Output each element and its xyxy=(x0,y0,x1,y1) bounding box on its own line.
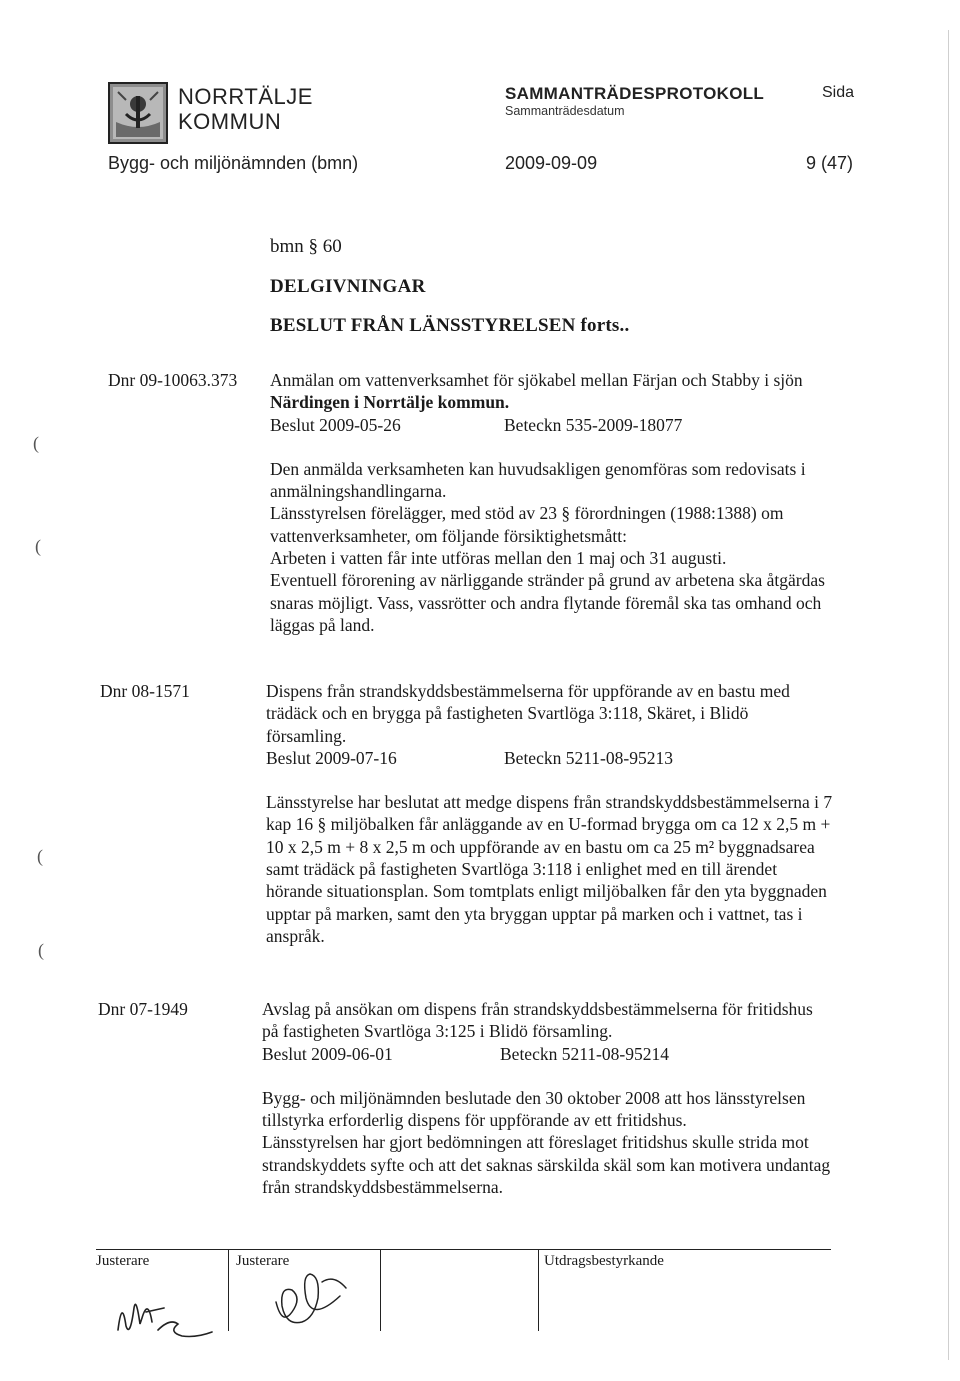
meeting-date-label: Sammanträdesdatum xyxy=(505,104,625,118)
case-heading-line: Anmälan om vattenverksamhet för sjökabel mellan Färjan och Stabby i sjön xyxy=(270,370,803,390)
justerare-label-2: Justerare xyxy=(236,1253,290,1269)
justerare-label-1: Justerare xyxy=(96,1253,150,1269)
body-line: Den anmälda verksamheten kan huvudsakligen genomföras som redovisats i xyxy=(270,458,806,479)
decision-reference-line xyxy=(270,414,910,436)
body-line: snaras möjligt. Vass, vassrötter och andra flytande föremål ska tas omhand och xyxy=(270,592,822,613)
case-item-2 xyxy=(266,680,906,947)
body-line: upptar på marken, samt den yta bryggan upptar på marken och i vattnet, tas i xyxy=(266,903,803,924)
body-line: läggas på land. xyxy=(270,614,375,635)
case-number: Dnr 07-1949 xyxy=(98,999,188,1019)
body-line: från strandskyddsbestämmelserna. xyxy=(262,1177,504,1198)
body-line: Länsstyrelse har beslutat att medge dispens från strandskyddsbestämmelserna i 7 xyxy=(266,792,833,813)
case-item-3 xyxy=(262,998,907,1198)
meeting-date: 2009-09-09 xyxy=(505,153,598,173)
reference-number: Beteckn 5211-08-95214 xyxy=(500,1043,669,1064)
body-line: anspråk. xyxy=(266,925,325,946)
case-heading-line: trädäck och en brygga på fastigheten Svartlöga 3:118, Skäret, i Blidö xyxy=(266,703,749,724)
body-line: 10 x 2,5 m + 8 x 2,5 m och uppförande av en bastu om ca 25 m² byggnadsarea xyxy=(266,836,815,857)
decision-date: Beslut 2009-07-16 xyxy=(266,747,397,768)
reference-number: Beteckn 5211-08-95213 xyxy=(504,747,673,768)
body-line: samt trädäck på fastigheten Svartlöga 3:118 i enlighet med en till ärendet xyxy=(266,859,778,880)
body-line: Länsstyrelsen har gjort bedömningen att föreslaget fritidshus skulle strida mot xyxy=(262,1132,809,1153)
body-line: Eventuell förorening av närliggande stränder på grund av arbetena ska åtgärdas xyxy=(270,570,825,591)
body-line: tillstyrka erforderlig dispens för uppförande av ett fritidshus. xyxy=(262,1110,687,1131)
scan-mark: ( xyxy=(35,536,41,556)
case-heading-line: Närdingen i Norrtälje kommun. xyxy=(270,392,510,413)
case-number: Dnr 09-10063.373 xyxy=(108,370,238,390)
body-line: Arbeten i vatten får inte utföras mellan den 1 maj och 31 augusti. xyxy=(270,548,727,569)
footer-divider xyxy=(96,1249,831,1250)
scan-edge-line xyxy=(948,30,949,1360)
signature-1 xyxy=(112,1278,222,1353)
case-heading-line: på fastigheten Svartlöga 3:125 i Blidö församling. xyxy=(262,1021,613,1042)
body-line: strandskyddets syfte och att det saknas särskilda skäl som kan motivera undantag xyxy=(262,1154,831,1175)
municipality-name-line1: NORRTÄLJE xyxy=(178,84,313,109)
committee-name: Bygg- och miljönämnden (bmn) xyxy=(108,153,359,173)
signature-2 xyxy=(262,1262,362,1347)
section-title: DELGIVNINGAR xyxy=(270,276,426,297)
municipality-name-line2: KOMMUN xyxy=(178,109,282,134)
scan-mark: ( xyxy=(37,846,43,866)
footer-column-divider xyxy=(380,1249,381,1331)
paragraph-number: bmn § 60 xyxy=(270,236,342,257)
protocol-title: SAMMANTRÄDESPROTOKOLL xyxy=(505,84,765,103)
page-label: Sida xyxy=(822,84,855,101)
body-line: anmälningshandlingarna. xyxy=(270,481,447,502)
case-number: Dnr 08-1571 xyxy=(100,681,190,701)
body-line: Bygg- och miljönämnden beslutade den 30 oktober 2008 att hos länsstyrelsen xyxy=(262,1087,806,1108)
body-line: kap 16 § miljöbalken får anläggande av en U-formad brygga om ca 12 x 2,5 m + xyxy=(266,814,831,835)
case-heading-line: församling. xyxy=(266,725,347,746)
section-subtitle: BESLUT FRÅN LÄNSSTYRELSEN forts.. xyxy=(270,315,630,336)
decision-date: Beslut 2009-05-26 xyxy=(270,414,401,435)
case-item-1 xyxy=(270,369,910,636)
municipality-name xyxy=(178,84,313,134)
footer-column-divider xyxy=(538,1249,539,1331)
body-line: Länsstyrelsen förelägger, med stöd av 23 § förordningen (1988:1388) om xyxy=(270,503,784,524)
scan-mark: ( xyxy=(33,433,39,453)
utdragsbestyrkande-label: Utdragsbestyrkande xyxy=(544,1253,664,1269)
case-heading-line: Avslag på ansökan om dispens från strandskyddsbestämmelserna för fritidshus xyxy=(262,999,813,1019)
scan-mark: ( xyxy=(38,940,44,960)
reference-number: Beteckn 535-2009-18077 xyxy=(504,414,683,435)
page-number: 9 (47) xyxy=(806,153,854,173)
case-heading-line: Dispens från strandskyddsbestämmelserna för uppförande av en bastu med xyxy=(266,681,790,701)
footer-column-divider xyxy=(228,1249,229,1331)
municipality-crest-logo xyxy=(108,82,168,144)
decision-reference-line xyxy=(266,747,906,769)
decision-date: Beslut 2009-06-01 xyxy=(262,1043,393,1064)
body-line: hörande situationsplan. Som tomtplats enligt miljöbalken får den yta byggnaden xyxy=(266,881,827,902)
body-line: vattenverksamheter, om följande försiktighetsmått: xyxy=(270,525,627,546)
decision-reference-line xyxy=(262,1043,907,1065)
